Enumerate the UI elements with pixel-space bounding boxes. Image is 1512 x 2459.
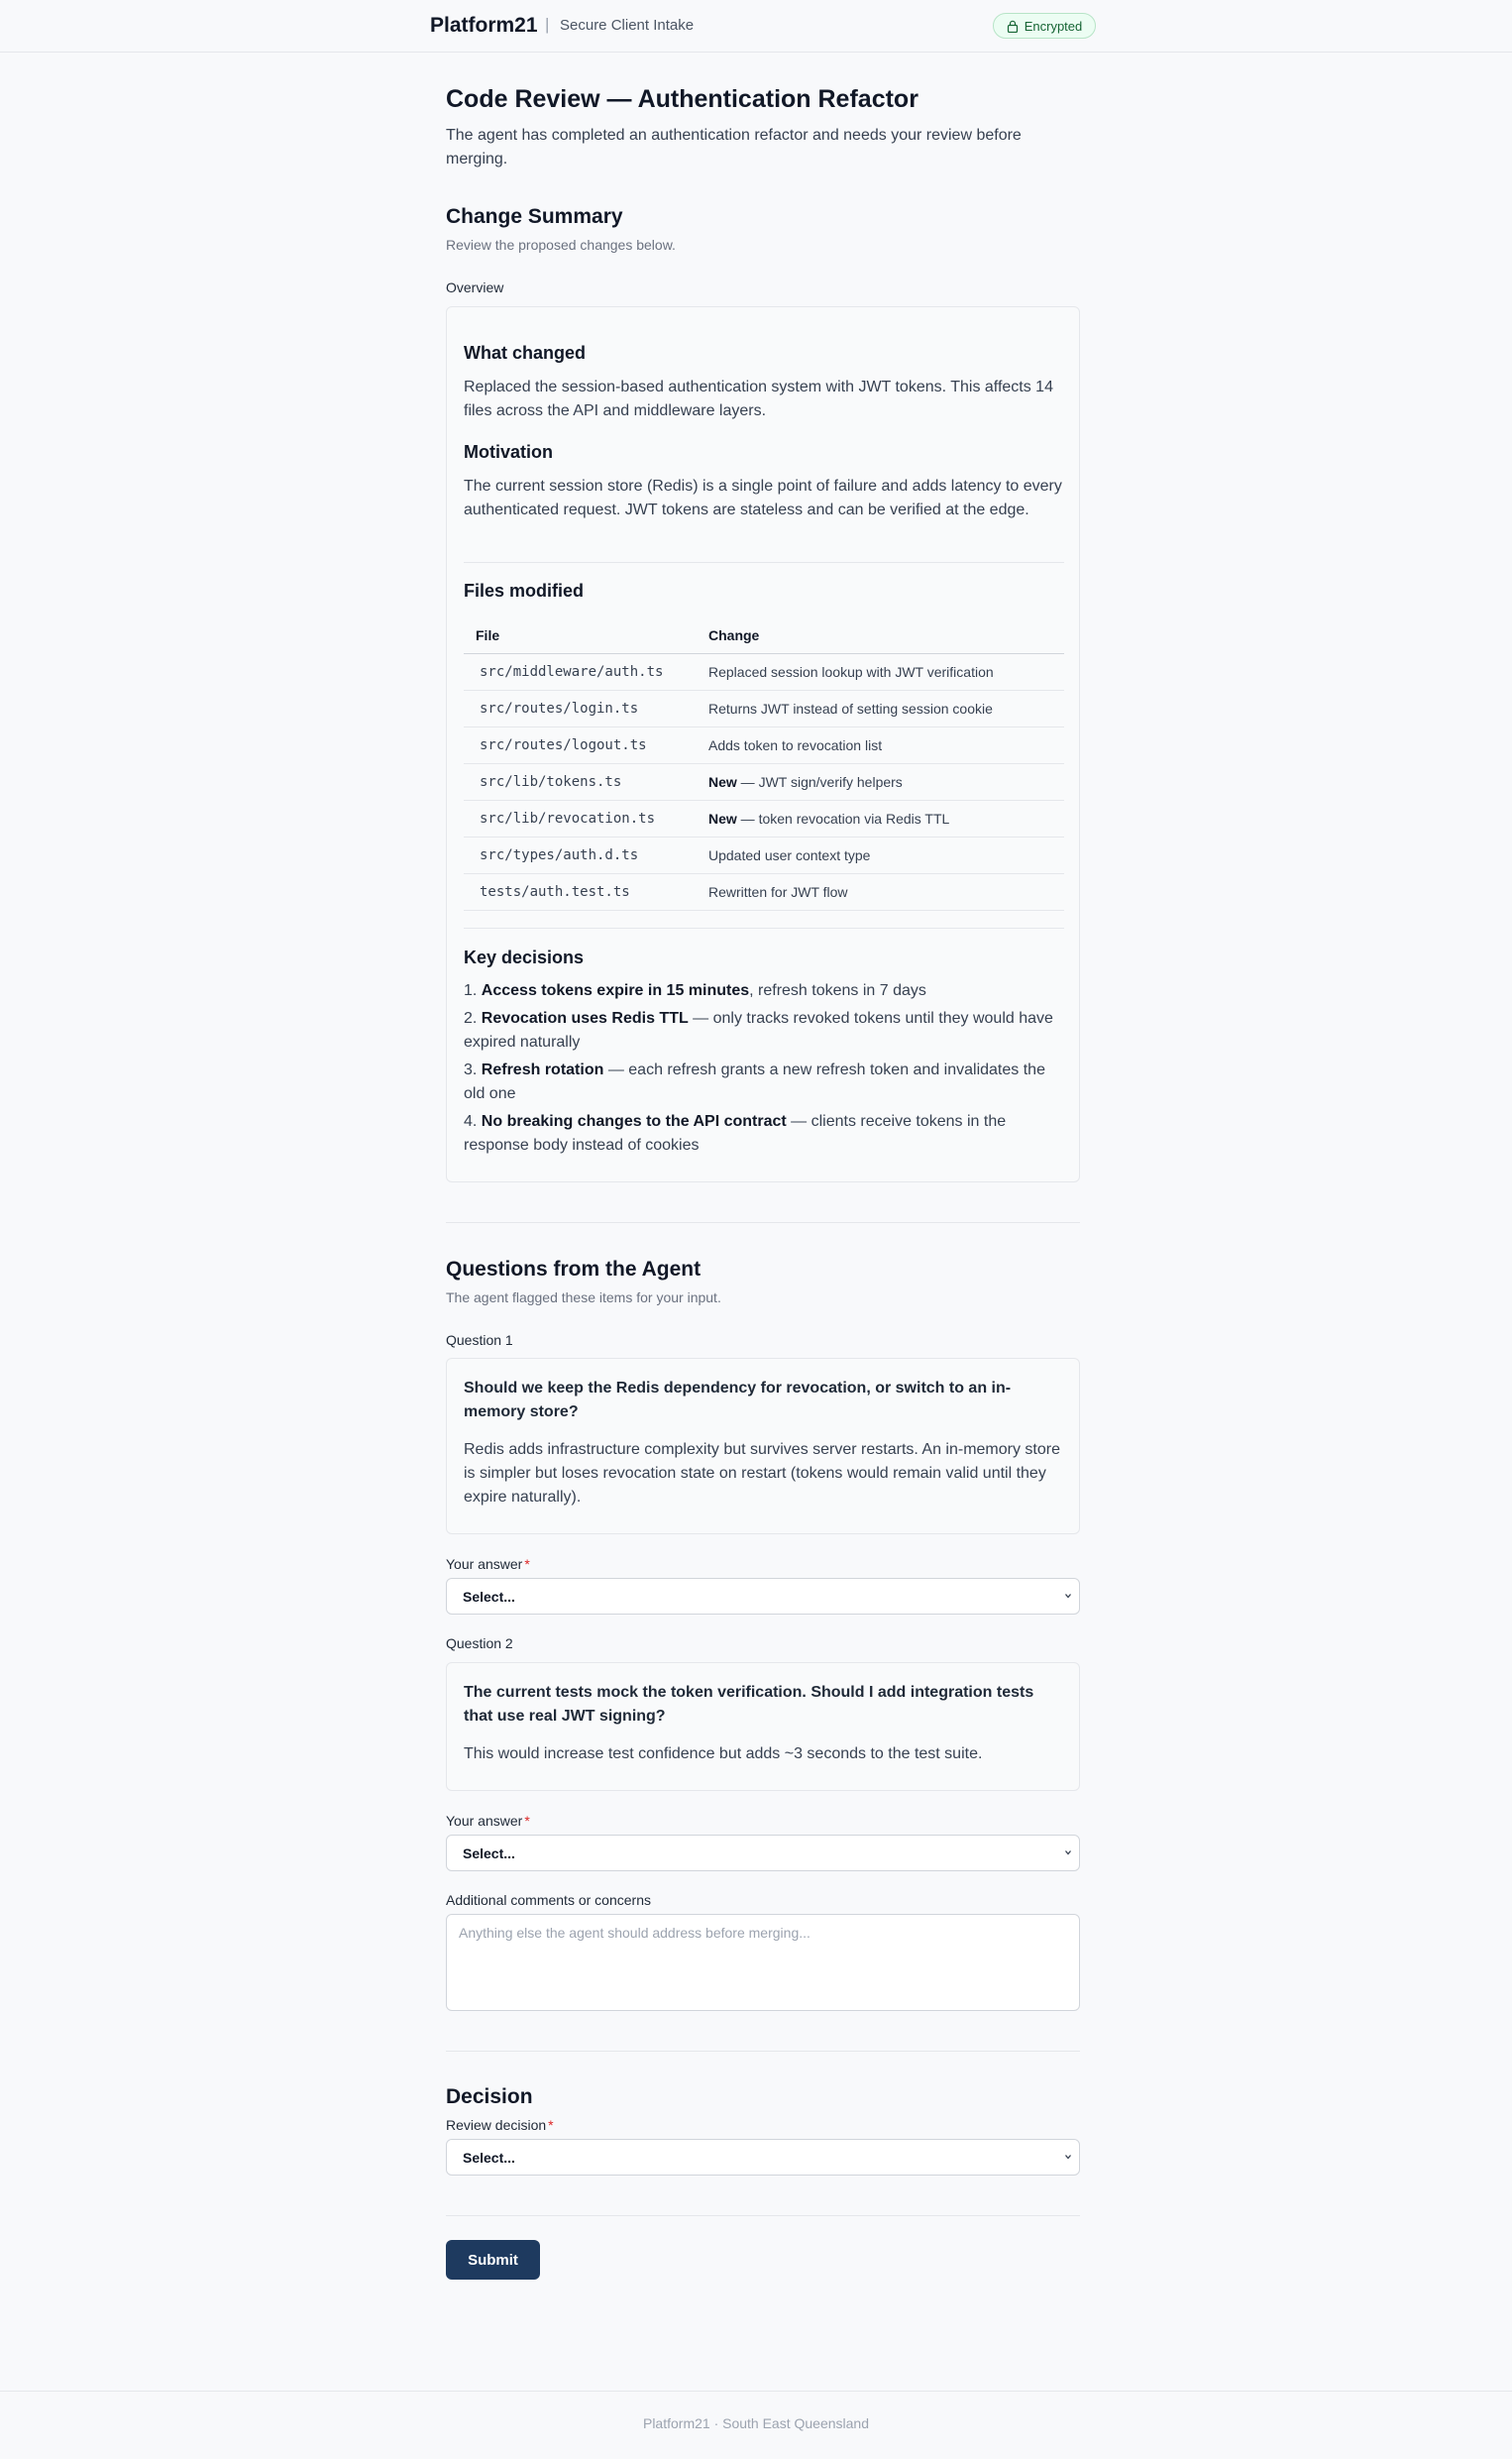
file-change: New — token revocation via Redis TTL — [708, 811, 950, 827]
page-intro: The agent has completed an authentication refactor and needs your review before merging. — [446, 127, 1022, 168]
column-header-file: File — [476, 627, 500, 643]
question-1-answer-select[interactable] — [446, 1578, 1080, 1615]
chevron-down-icon — [1063, 2152, 1073, 2162]
table-row — [464, 764, 1064, 801]
question-1-text: Redis adds infrastructure complexity but survives server restarts. An in-memory store is simpler but loses revocation state on restart (tokens would remain valid until they expire naturally). — [464, 1441, 1060, 1506]
review-decision-label: Review decision * — [446, 2117, 554, 2133]
files-table-header — [464, 617, 1064, 654]
files-modified-heading: Files modified — [464, 581, 585, 601]
file-path: src/routes/logout.ts — [480, 737, 647, 753]
list-item: 1. Access tokens expire in 15 minutes, refresh tokens in 7 days — [464, 982, 926, 999]
question-2-title: The current tests mock the token verification. Should I add integration tests that use real JWT signing? — [464, 1684, 1034, 1725]
question-2-text: This would increase test confidence but adds ~3 seconds to the test suite. — [464, 1745, 983, 1762]
badge-label: Encrypted — [1024, 18, 1083, 34]
header-separator: | — [545, 15, 550, 34]
question-2-card — [446, 1662, 1080, 1791]
key-decisions-list — [464, 979, 1064, 1162]
question-1-answer-label: Your answer * — [446, 1556, 530, 1572]
questions-subheading: The agent flagged these items for your input. — [446, 1289, 721, 1305]
table-row — [464, 691, 1064, 727]
brand-logo[interactable]: Platform21 — [430, 14, 538, 37]
question-1-card — [446, 1358, 1080, 1534]
table-row — [464, 727, 1064, 764]
section-divider — [446, 2215, 1080, 2216]
file-change: Updated user context type — [708, 847, 871, 863]
select-value: Select... — [463, 1588, 515, 1605]
question-1-label: Question 1 — [446, 1332, 513, 1348]
encrypted-badge — [993, 13, 1096, 39]
decision-heading: Decision — [446, 2085, 533, 2108]
file-path: src/lib/revocation.ts — [480, 811, 656, 827]
question-2-answer-label: Your answer * — [446, 1813, 530, 1829]
overview-card — [446, 306, 1080, 1182]
column-header-change: Change — [708, 627, 760, 643]
question-2-label: Question 2 — [446, 1635, 513, 1651]
select-value: Select... — [463, 2149, 515, 2166]
key-decisions-heading: Key decisions — [464, 948, 585, 967]
table-row — [464, 838, 1064, 874]
table-row — [464, 801, 1064, 838]
section-divider — [446, 1222, 1080, 1223]
what-changed-text: Replaced the session-based authentication system with JWT tokens. This affects 14 files across the API and middleware layers. — [464, 379, 1053, 419]
submit-button[interactable]: Submit — [446, 2240, 540, 2280]
divider — [464, 562, 1064, 563]
file-path: src/lib/tokens.ts — [480, 774, 622, 790]
page-title: Code Review — Authentication Refactor — [446, 85, 918, 113]
question-2-answer-select[interactable] — [446, 1835, 1080, 1871]
file-change: Adds token to revocation list — [708, 737, 883, 753]
lock-icon — [1007, 20, 1019, 33]
file-change: Replaced session lookup with JWT verification — [708, 664, 994, 680]
file-change: Rewritten for JWT flow — [708, 884, 848, 900]
list-item: 2. Revocation uses Redis TTL — only tracks revoked tokens until they would have expired naturally — [464, 1010, 1053, 1051]
what-changed-heading: What changed — [464, 343, 587, 363]
file-change: New — JWT sign/verify helpers — [708, 774, 903, 790]
overview-label: Overview — [446, 279, 504, 295]
motivation-heading: Motivation — [464, 442, 553, 462]
divider — [464, 928, 1064, 929]
comments-textarea[interactable]: Anything else the agent should address before merging... — [446, 1914, 1080, 2011]
review-decision-select[interactable] — [446, 2139, 1080, 2176]
footer-text: Platform21 · South East Queensland — [642, 2415, 870, 2431]
chevron-down-icon — [1063, 1847, 1073, 1857]
footer — [0, 2391, 1512, 2459]
list-item: 3. Refresh rotation — each refresh grants a new refresh token and invalidates the old one — [464, 1062, 1045, 1102]
select-value: Select... — [463, 1844, 515, 1861]
section-divider — [446, 2051, 1080, 2052]
list-item: 4. No breaking changes to the API contract — clients receive tokens in the response body instead of cookies — [464, 1113, 1007, 1154]
comments-label: Additional comments or concerns — [446, 1892, 651, 1908]
change-summary-heading: Change Summary — [446, 205, 623, 228]
motivation-text: The current session store (Redis) is a single point of failure and adds latency to every authenticated request. JWT tokens are stateless and can be verified at the edge. — [464, 478, 1062, 518]
change-summary-subheading: Review the proposed changes below. — [446, 237, 676, 253]
top-bar — [0, 0, 1512, 53]
table-row — [464, 654, 1064, 691]
questions-heading: Questions from the Agent — [446, 1258, 702, 1281]
files-table — [464, 617, 1064, 911]
file-change: Returns JWT instead of setting session cookie — [708, 701, 993, 717]
table-row — [464, 874, 1064, 911]
question-1-title: Should we keep the Redis dependency for revocation, or switch to an in-memory store? — [464, 1380, 1012, 1420]
file-path: tests/auth.test.ts — [480, 884, 630, 900]
file-path: src/routes/login.ts — [480, 701, 639, 717]
chevron-down-icon — [1063, 1591, 1073, 1601]
file-path: src/types/auth.d.ts — [480, 847, 639, 863]
header-subtitle: Secure Client Intake — [560, 17, 695, 34]
file-path: src/middleware/auth.ts — [480, 664, 664, 680]
